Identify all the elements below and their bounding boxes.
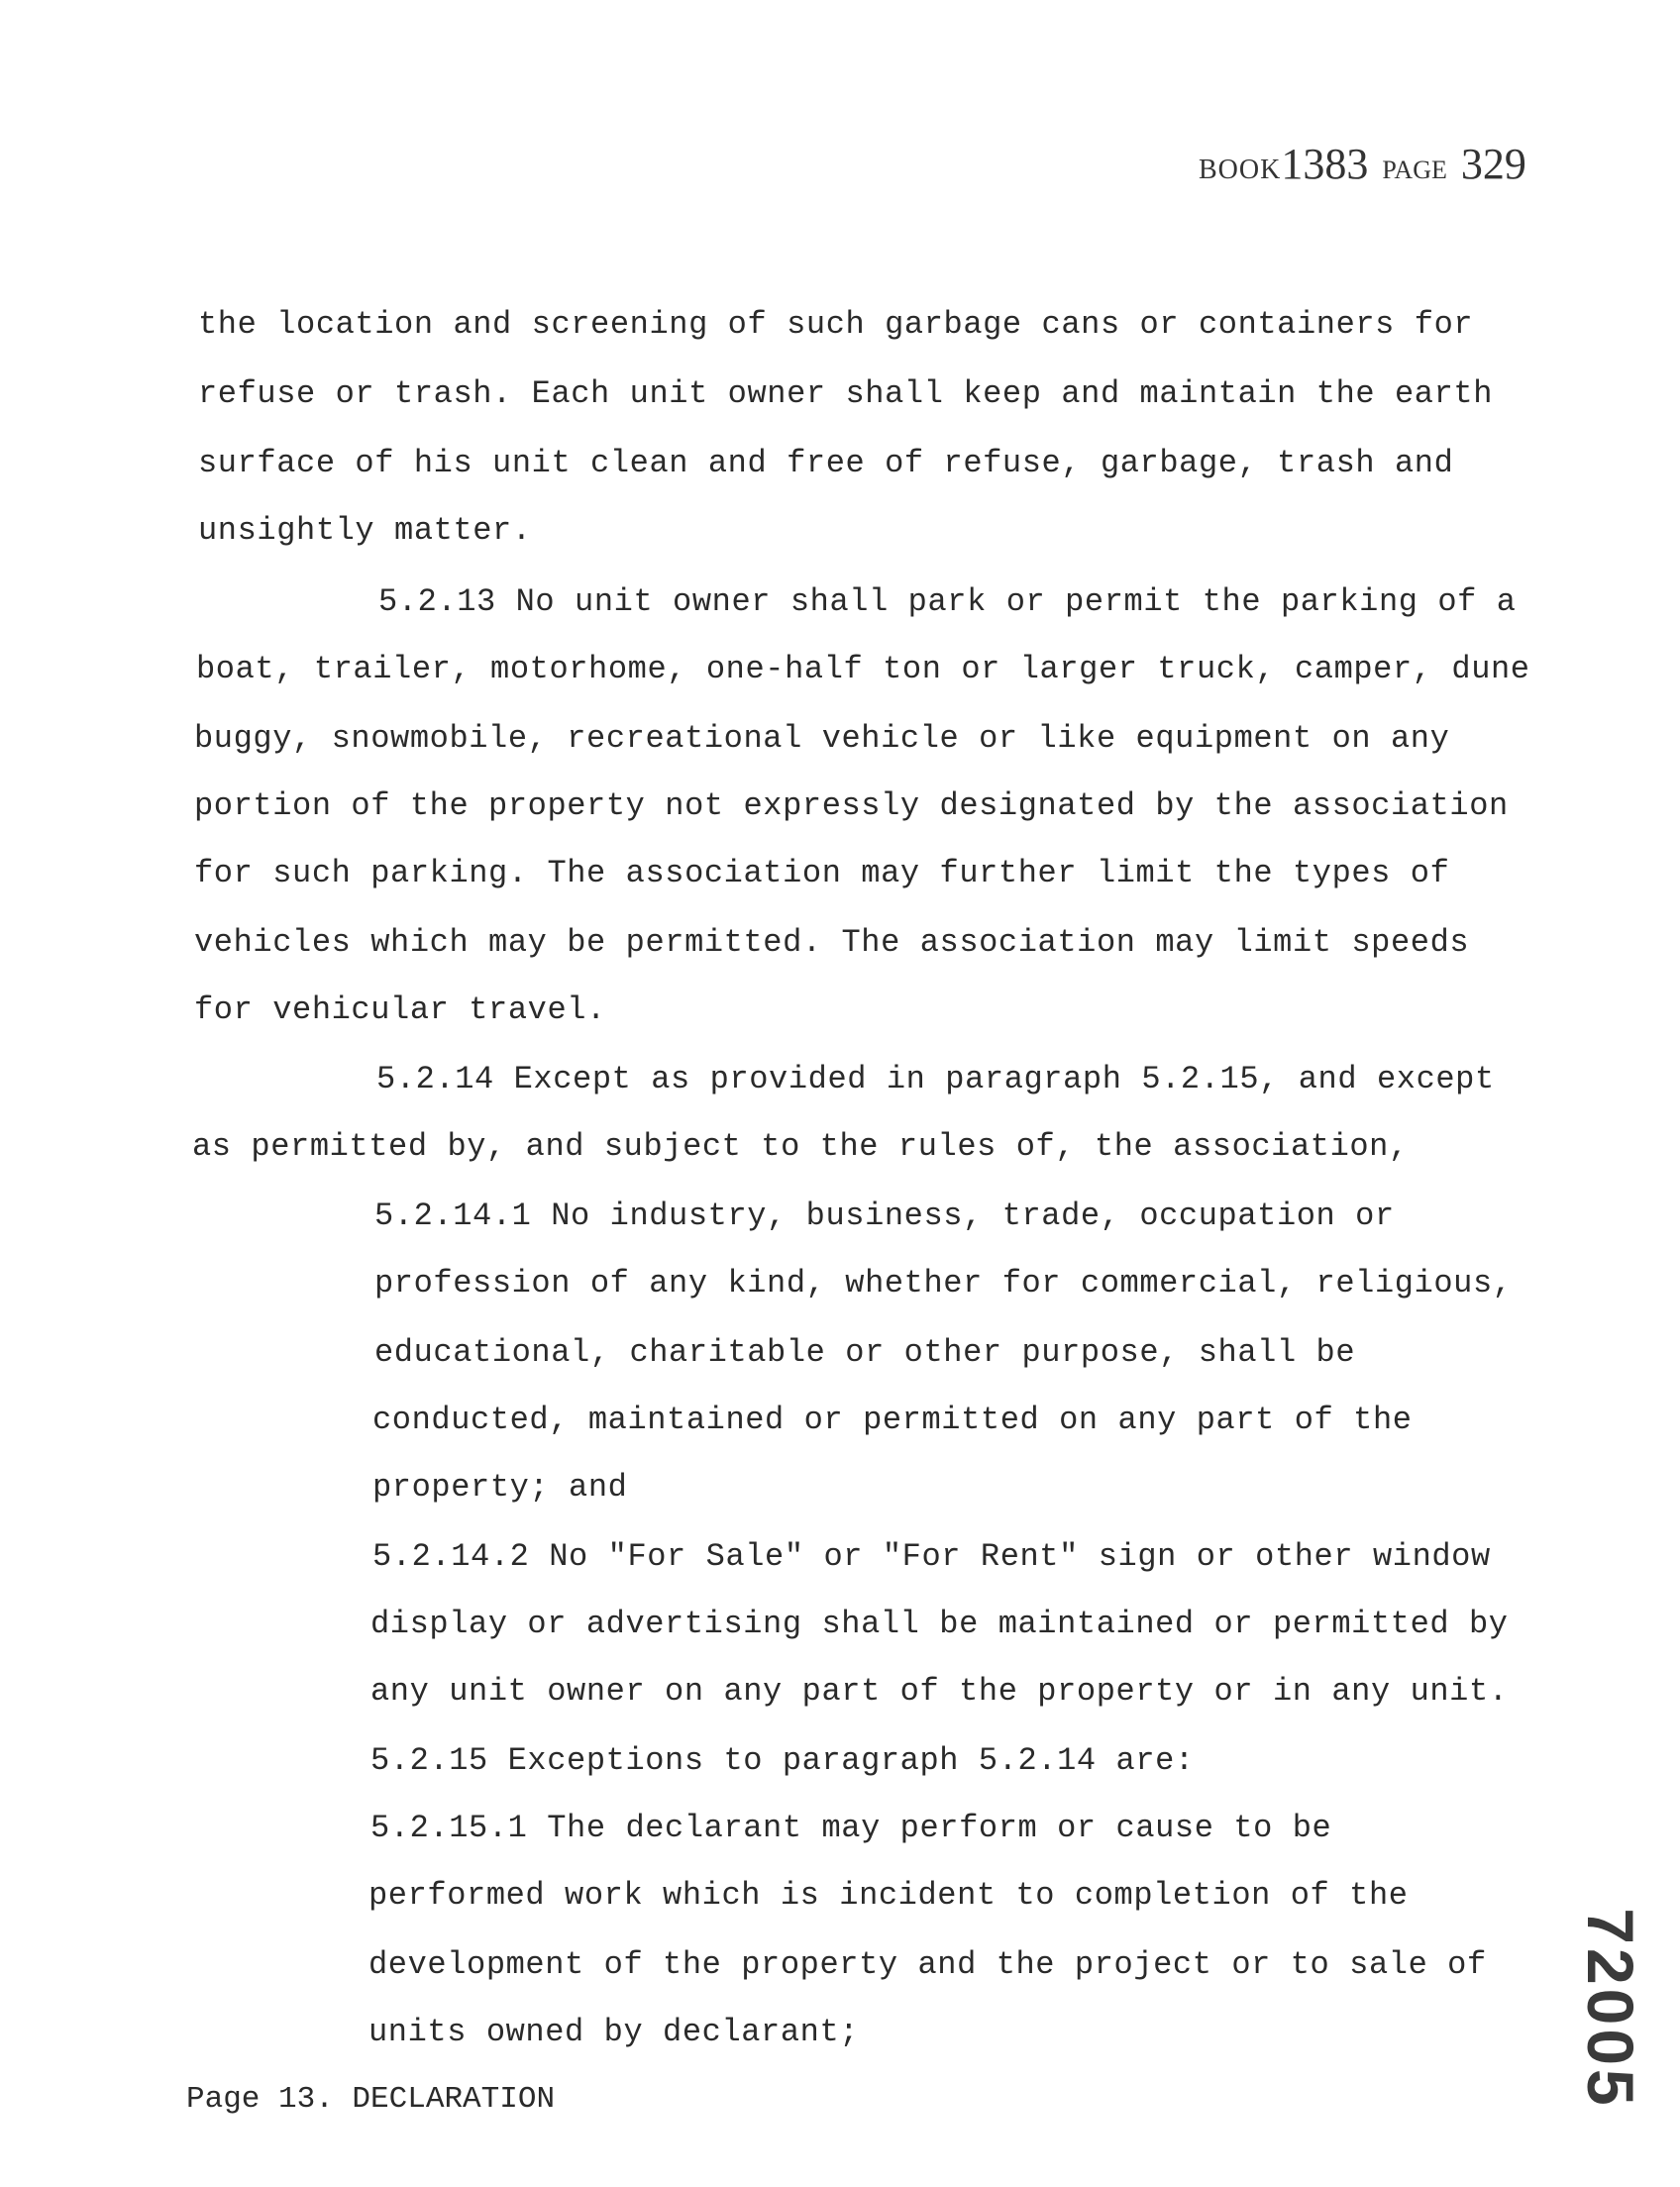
text-line: portion of the property not expressly designated by the association bbox=[194, 787, 1509, 824]
text-line: the location and screening of such garbage cans or containers for bbox=[198, 306, 1474, 343]
text-line: educational, charitable or other purpose, shall be bbox=[374, 1334, 1356, 1371]
paragraph-5-2-13-start: 5.2.13 No unit owner shall park or permit the parking of a bbox=[378, 583, 1517, 620]
paragraph-5-2-15-1-start: 5.2.15.1 The declarant may perform or cause to be bbox=[370, 1810, 1332, 1846]
text-line: unsightly matter. bbox=[198, 512, 532, 549]
text-line: profession of any kind, whether for commercial, religious, bbox=[374, 1265, 1513, 1302]
book-number: 1383 bbox=[1281, 140, 1369, 188]
text-line: units owned by declarant; bbox=[368, 2014, 860, 2050]
text-line: refuse or trash. Each unit owner shall keep and maintain the earth bbox=[198, 375, 1494, 412]
text-line: performed work which is incident to completion of the bbox=[368, 1877, 1409, 1914]
text-line: for vehicular travel. bbox=[194, 991, 606, 1028]
book-label: BOOK bbox=[1199, 155, 1282, 185]
text-line: surface of his unit clean and free of refuse, garbage, trash and bbox=[198, 445, 1454, 481]
text-line: display or advertising shall be maintained or permitted by bbox=[370, 1606, 1509, 1642]
text-line: any unit owner on any part of the property or in any unit. bbox=[370, 1673, 1509, 1710]
text-line: vehicles which may be permitted. The association may limit speeds bbox=[194, 924, 1470, 961]
text-line: boat, trailer, motorhome, one-half ton or larger truck, camper, dune bbox=[196, 651, 1530, 687]
text-line: conducted, maintained or permitted on any part of the bbox=[372, 1402, 1413, 1438]
page-number: 329 bbox=[1460, 140, 1526, 188]
text-line: as permitted by, and subject to the rules of, the association, bbox=[192, 1128, 1409, 1165]
page-footer: Page 13. DECLARATION bbox=[186, 2082, 556, 2117]
book-page-header bbox=[1199, 139, 1526, 189]
document-number-stamp: 72005 bbox=[1573, 1908, 1647, 2110]
text-line: for such parking. The association may further limit the types of bbox=[194, 855, 1450, 891]
text-line: buggy, snowmobile, recreational vehicle or like equipment on any bbox=[194, 720, 1450, 757]
page-label: PAGE bbox=[1382, 156, 1447, 184]
paragraph-5-2-14-1-start: 5.2.14.1 No industry, business, trade, occupation or bbox=[374, 1198, 1395, 1234]
paragraph-5-2-14-start: 5.2.14 Except as provided in paragraph 5.2.15, and except bbox=[376, 1061, 1495, 1097]
text-line: property; and bbox=[372, 1469, 628, 1506]
paragraph-5-2-15-start: 5.2.15 Exceptions to paragraph 5.2.14 are: bbox=[370, 1742, 1195, 1779]
text-line: development of the property and the project or to sale of bbox=[368, 1946, 1487, 1983]
paragraph-5-2-14-2-start: 5.2.14.2 No "For Sale" or "For Rent" sign or other window bbox=[372, 1538, 1491, 1575]
